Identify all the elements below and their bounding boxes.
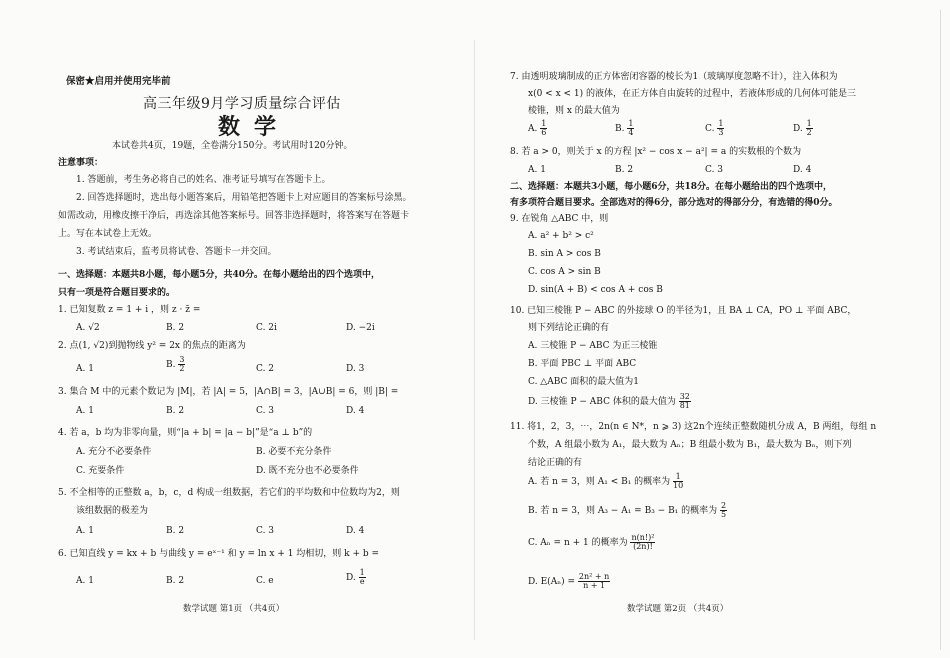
q2-option-d: D. 3 (346, 364, 365, 374)
fraction-numerator: 1 (628, 119, 634, 128)
q8-option-d: D. 4 (793, 165, 812, 175)
q10-option-d-fraction (679, 393, 691, 410)
question-7: 7. 由透明玻璃制成的正方体密闭容器的棱长为1（玻璃厚度忽略不计），注入体积为 (510, 72, 838, 82)
q3-option-d: D. 4 (346, 406, 365, 416)
q11-option-a-fraction (673, 473, 683, 490)
fraction-numerator: n(n!)² (631, 533, 655, 542)
q6-option-d-fraction (359, 569, 366, 586)
q7-option-c-label: C. (705, 124, 715, 134)
section-1-heading: 一、选择题：本题共8小题，每小题5分，共40分。在每小题给出的四个选项中， (58, 270, 381, 280)
q6-option-d-label: D. (346, 573, 356, 583)
note-2-end: 上。写在本试卷上无效。 (58, 229, 158, 239)
q11-option-c-fraction (630, 534, 655, 551)
q7-option-a (528, 120, 547, 137)
q6-option-a: A. 1 (76, 576, 94, 586)
q2-option-b-label: B. (166, 360, 176, 370)
fraction-denominator: 4 (628, 128, 634, 137)
q11-option-d (528, 573, 610, 590)
section-2-heading: 二、选择题：本题共3小题，每小题6分，共18分。在每小题给出的四个选项中， (510, 182, 833, 192)
q10-option-c: C. △ABC 面积的最大值为1 (528, 377, 639, 387)
q2-option-a: A. 1 (76, 364, 94, 374)
question-2: 2. 点(1, √2)到抛物线 y² = 2x 的焦点的距离为 (58, 341, 246, 351)
q5-option-d: D. 4 (346, 526, 365, 536)
question-7-end: 棱锥，则 x 的最大值为 (528, 106, 620, 116)
question-5: 5. 不全相等的正整数 a，b，c，d 构成一组数据，若它们的平均数和中位数均为2，则 (58, 488, 400, 498)
fraction-denominator: n + 1 (583, 581, 606, 590)
q11-option-b-text: B. 若 n = 3，则 A₃ − A₁ = B₃ − B₁ 的概率为 (528, 506, 718, 516)
fraction-numerator: 1 (541, 119, 547, 128)
q10-option-d-text: D. 三棱锥 P − ABC 体积的最大值为 (528, 397, 676, 407)
q9-option-a: A. a² + b² > c² (528, 231, 594, 241)
question-1: 1. 已知复数 z = 1 + i ，则 z · z̄ = (58, 305, 201, 315)
q8-option-c: C. 3 (705, 165, 724, 175)
q1-option-d: D. −2i (346, 323, 375, 333)
fraction-denominator: (2n)! (633, 542, 653, 551)
note-1: 1. 答题前，考生务必将自己的姓名、准考证号填写在答题卡上。 (76, 175, 331, 185)
note-2: 2. 回答选择题时，选出每小题答案后，用铅笔把答题卡上对应题目的答案标号涂黑。 (76, 193, 412, 203)
fraction-denominator: e (359, 577, 365, 586)
question-5-cont: 该组数据的极差为 (76, 506, 149, 516)
section-2-heading-cont: 有多项符合题目要求。全部选对的得6分，部分选对的得部分分，有选错的得0分。 (510, 198, 838, 208)
q6-option-b: B. 2 (166, 576, 185, 586)
note-3: 3. 考试结束后，监考员将试卷、答题卡一并交回。 (76, 247, 277, 257)
q6-option-c: C. e (256, 576, 274, 586)
q11-option-a (528, 473, 683, 490)
exam-title: 高三年级9月学习质量综合评估 (143, 96, 341, 112)
q11-option-d-fraction (578, 573, 610, 590)
q6-option-d (346, 569, 366, 586)
q7-option-b-label: B. (615, 124, 625, 134)
q11-option-b-fraction (720, 502, 727, 519)
q3-option-b: B. 2 (166, 406, 185, 416)
question-4: 4. 若 a，b 均为非零向量，则“|a + b| = |a − b|”是“a ⊥ b”的 (58, 428, 313, 438)
q8-option-b: B. 2 (615, 165, 634, 175)
fraction-numerator: 3 (179, 355, 185, 364)
q5-option-b: B. 2 (166, 526, 185, 536)
question-9: 9. 在锐角 △ABC 中，则 (510, 214, 609, 224)
q4-option-c: C. 充要条件 (76, 466, 125, 476)
question-3: 3. 集合 M 中的元素个数记为 |M|，若 |A| = 5，|A∩B| = 3，|A∪B| = 6，则 |B| = (58, 387, 399, 397)
question-8: 8. 若 a > 0，则关于 x 的方程 |x² − cos x − a²| = a 的实数根的个数为 (510, 147, 802, 157)
q11-option-d-text: D. E(Aₙ) = (528, 577, 576, 587)
question-7-cont: x(0 < x < 1) 的液体，在正方体自由旋转的过程中，若液体形成的几何体可能是三 (528, 89, 857, 99)
question-11-end: 结论正确的有 (528, 458, 583, 468)
q4-option-b: B. 必要不充分条件 (256, 447, 332, 457)
q10-option-d (528, 393, 691, 410)
q7-option-c-fraction (717, 120, 724, 137)
q8-option-a: A. 1 (528, 165, 546, 175)
q5-option-a: A. 1 (76, 526, 94, 536)
q10-option-b: B. 平面 PBC ⊥ 平面 ABC (528, 359, 637, 369)
confidential-label: 保密★启用并使用完毕前 (66, 76, 171, 87)
fraction-numerator: 1 (718, 119, 724, 128)
q3-option-c: C. 3 (256, 406, 275, 416)
fraction-numerator: 1 (806, 119, 812, 128)
q7-option-d-label: D. (793, 124, 803, 134)
page-footer: 数学试题 第2页 （共4页） (627, 604, 729, 614)
q7-option-a-label: A. (528, 124, 538, 134)
q9-option-c: C. cos A > sin B (528, 267, 601, 277)
section-1-heading-cont: 只有一项是符合题目要求的。 (58, 288, 176, 298)
q1-option-c: C. 2i (256, 323, 277, 333)
fraction-numerator: 2 (721, 501, 727, 510)
q9-option-d: D. sin(A + B) < cos A + cos B (528, 285, 663, 295)
q7-option-b (615, 120, 634, 137)
q11-option-c-text: C. Aₙ = n + 1 的概率为 (528, 538, 628, 548)
q4-option-a: A. 充分不必要条件 (76, 447, 152, 457)
fraction-numerator: 32 (679, 392, 690, 401)
fraction-denominator: 2 (179, 364, 185, 373)
note-2-cont: 如需改动，用橡皮擦干净后，再选涂其他答案标号。回答非选择题时，将答案写在答题卡 (58, 211, 410, 221)
q11-option-c (528, 534, 655, 551)
q7-option-d (793, 120, 813, 137)
q2-option-c: C. 2 (256, 364, 275, 374)
notes-title: 注意事项： (58, 158, 104, 168)
q7-option-a-fraction (540, 120, 547, 137)
fraction-numerator: 1 (673, 473, 683, 482)
q11-option-a-text: A. 若 n = 3，则 A₁ < B₁ 的概率为 (528, 477, 671, 487)
fraction-denominator: 81 (679, 401, 690, 410)
fraction-denominator: 6 (541, 128, 547, 137)
page-footer: 数学试题 第1页 （共4页） (183, 604, 285, 614)
q2-option-b (166, 356, 185, 373)
q5-option-c: C. 3 (256, 526, 275, 536)
q11-option-b (528, 502, 727, 519)
q7-option-b-fraction (627, 120, 634, 137)
subject-title: 数学 (218, 114, 291, 140)
question-11-cont: 个数，A 组最小数为 A₁，最大数为 Aₙ；B 组最小数为 B₁，最大数为 Bₙ，则下列 (528, 440, 852, 450)
q1-option-a: A. √2 (76, 323, 100, 333)
question-6: 6. 已知直线 y = kx + b 与曲线 y = eˣ⁻¹ 和 y = ln x + 1 均相切，则 k + b = (58, 549, 380, 559)
page-2 (475, 0, 950, 658)
q1-option-b: B. 2 (166, 323, 185, 333)
fraction-numerator: 1 (359, 568, 365, 577)
q10-option-a: A. 三棱锥 P − ABC 为正三棱锥 (528, 341, 658, 351)
q7-option-d-fraction (806, 120, 813, 137)
q9-option-b: B. sin A > cos B (528, 249, 601, 259)
question-11: 11. 将1，2，3，⋯，2n(n ∈ N*，n ⩾ 3) 这2n个连续正整数随机分成 A，B 两组，每组 n (510, 422, 877, 432)
q3-option-a: A. 1 (76, 406, 94, 416)
fraction-denominator: 2 (806, 128, 812, 137)
question-10: 10. 已知三棱锥 P − ABC 的外接球 O 的半径为1，且 BA ⊥ CA，PO ⊥ 平面 ABC， (510, 306, 857, 316)
fraction-denominator: 3 (718, 128, 724, 137)
q7-option-c (705, 120, 724, 137)
fraction-denominator: 10 (673, 481, 684, 490)
exam-info: 本试卷共4页，19题，全卷满分150分。考试用时120分钟。 (112, 141, 353, 151)
fraction-denominator: 5 (721, 510, 727, 519)
fraction-numerator: 2n² + n (578, 572, 610, 581)
q2-option-b-fraction (178, 356, 185, 373)
q4-option-d: D. 既不充分也不必要条件 (256, 466, 359, 476)
question-10-cont: 则下列结论正确的有 (528, 323, 610, 333)
